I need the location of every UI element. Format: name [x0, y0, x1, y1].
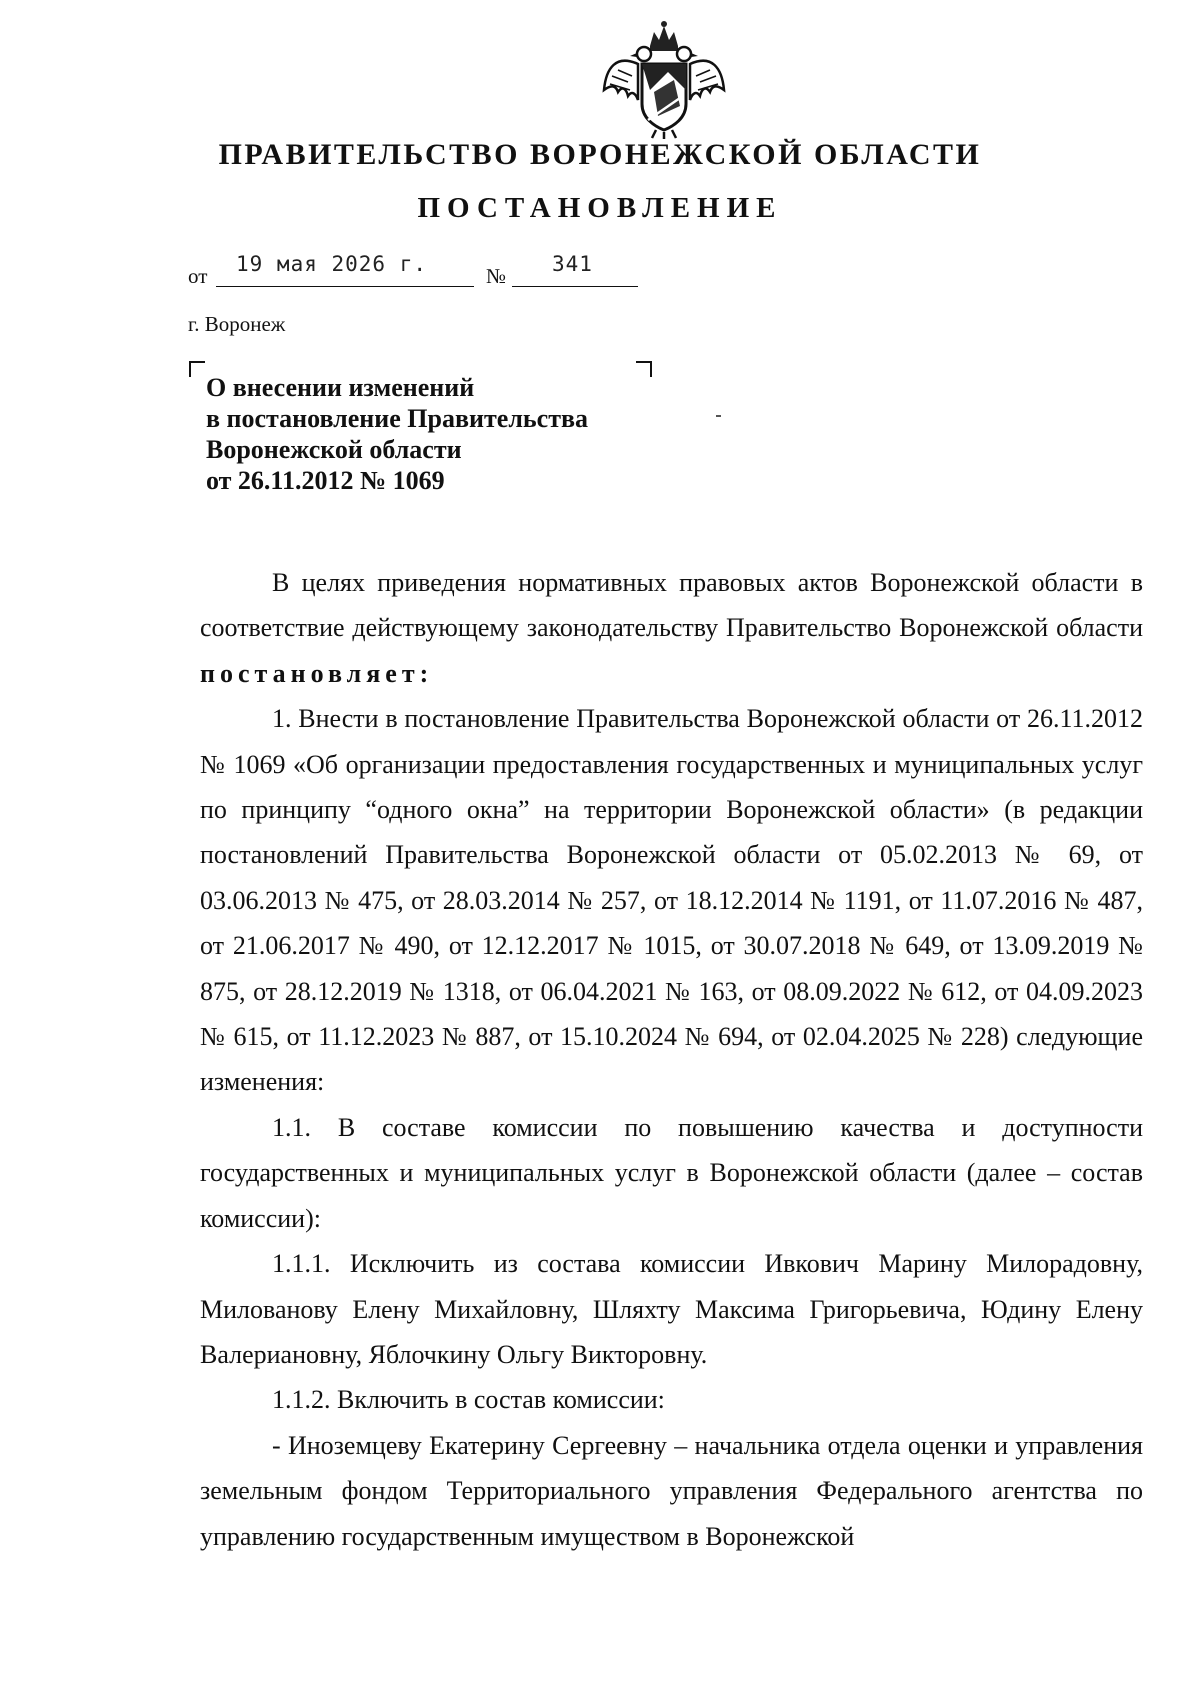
new-member-paragraph: - Иноземцеву Екатерину Сергеевну – начальника отдела оценки и управления земельным фондом Территориального управления Федерального агентства по управлению государственным имуществом в Воронежской — [200, 1430, 1143, 1551]
item-1-paragraph: 1. Внести в постановление Правительства Воронежской области от 26.11.2012 № 1069 «Об организации предоставления государственных и муниципальных услуг по принципу “одного окна” на территории Воронежской области» (в редакции постановлений Правительства Воронежской области от 05.02.2013 № 69, от 03.06.2013 № 475, от 28.03.2014 № 257, от 18.12.2014 № 1191, от 11.07.2016 № 487, от 21.06.2017 № 490, от 12.12.2017 № 1015, от 30.07.2018 № 649, от 13.09.2019 № 875, от 28.12.2019 № 1318, от 06.04.2021 № 163, от 08.09.2022 № 612, от 04.09.2023 № 615, от 11.12.2023 № 887, от 15.10.2024 № 694, от 02.04.2025 № 228) следующие изменения: — [200, 704, 1143, 1097]
date-underline — [216, 286, 474, 287]
title-line: в постановление Правительства — [206, 404, 589, 433]
item-1-1-1-paragraph: 1.1.1. Исключить из состава комиссии Ивкович Марину Милорадовну, Милованову Елену Михайловну, Шляхту Максима Григорьевича, Юдину Елену Валериановну, Яблочкину Ольгу Викторовну. — [200, 1249, 1143, 1369]
document-type: ПОСТАНОВЛЕНИЕ — [417, 192, 783, 224]
item-1-1-2-paragraph: 1.1.2. Включить в состав комиссии: — [272, 1385, 665, 1415]
preamble-paragraph — [200, 560, 1143, 696]
document-number: 341 — [552, 252, 593, 276]
title-line: Воронежской области — [206, 435, 462, 464]
title-corner-left — [189, 361, 205, 377]
date-prefix: от — [188, 264, 208, 288]
document-title — [206, 372, 588, 496]
organization-name: ПРАВИТЕЛЬСТВО ВОРОНЕЖСКОЙ ОБЛАСТИ — [218, 138, 982, 171]
resolves-word: постановляет: — [200, 658, 434, 688]
document-body — [200, 560, 1143, 1559]
title-line: от 26.11.2012 № 1069 — [206, 466, 445, 495]
document-date: 19 мая 2026 г. — [236, 252, 428, 276]
scan-mark — [716, 415, 721, 417]
title-line: О внесении изменений — [206, 373, 475, 402]
number-prefix: № — [486, 264, 507, 288]
item-1-1-paragraph: 1.1. В составе комиссии по повышению качества и доступности государственных и муниципальных услуг в Воронежской области (далее – состав комиссии): — [200, 1112, 1143, 1233]
title-corner-right — [636, 361, 652, 377]
number-underline — [512, 286, 638, 287]
city-label: г. Воронеж — [188, 312, 286, 336]
preamble-text: В целях приведения нормативных правовых актов Воронежской области в соответствие действующему законодательству Правительство Воронежской области — [200, 568, 1143, 643]
coat-of-arms-icon — [598, 20, 730, 140]
